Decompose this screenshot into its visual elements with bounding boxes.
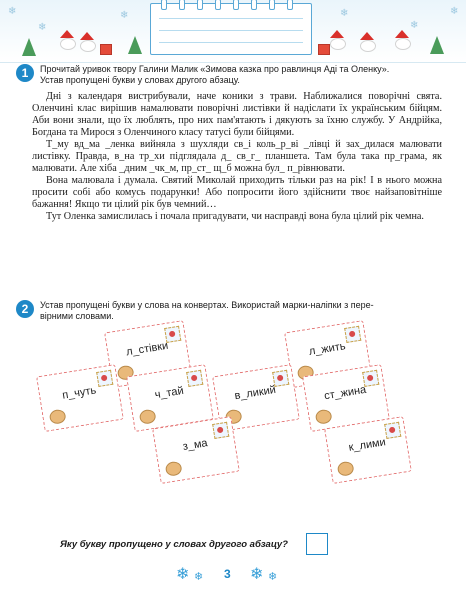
- snowflake-icon: ❄: [450, 6, 459, 17]
- envelope-word: ст_жина: [323, 383, 368, 403]
- snowflake-icon: ❄: [410, 20, 419, 31]
- snowflake-icon: ❄: [120, 10, 129, 21]
- envelope-word: л_жить: [308, 340, 347, 358]
- envelope: [324, 416, 412, 484]
- tree-icon: [22, 38, 36, 56]
- envelope-word: п_чуть: [61, 384, 97, 402]
- gift-icon: [100, 44, 112, 55]
- tree-icon: [128, 36, 142, 54]
- snowflake-icon: ❄: [340, 8, 349, 19]
- envelope: [36, 364, 124, 432]
- santa-icon: [80, 32, 94, 50]
- task-number-badge: 1: [16, 64, 34, 82]
- santa-icon: [330, 30, 344, 48]
- santa-icon: [360, 32, 374, 50]
- story-paragraph-1: Дні з календаря вистрибували, наче коники з трави. Наближалися поворічні свята. Оленчині клас вирішив намалювати поворічні листівки й надіслати їх українським бійцям. Аби вони знали, що їх люблять, про них пам'ятають і дякують за їхню службу. У Андрійка, Богдана та Мирося з Оленчиного класу татусі були бійцями.: [32, 91, 442, 138]
- task2-instruction: [40, 300, 450, 322]
- envelope: [152, 416, 240, 484]
- task-number-badge: 2: [16, 300, 34, 318]
- snowflake-icon: ❄: [176, 566, 190, 583]
- owl-picture-icon: [139, 409, 157, 425]
- page-number: 3: [224, 567, 231, 581]
- task1-instruction-line2: Устав пропущені букви у словах другого абзацу.: [40, 75, 240, 85]
- answer-box[interactable]: [306, 533, 328, 555]
- story-paragraph-3: Вона малювала і думала. Святий Миколай приходить тільки раз на рік! І в нього можна просити собі або комусь подарунки! Або попросити його здійснити твоє найзаповітніше бажання! Якщо ти цілий рік був чемний…: [32, 175, 442, 210]
- snowflake-icon: ❄: [8, 6, 17, 17]
- owl-picture-icon: [315, 409, 333, 425]
- question-text: Яку букву пропущено у словах другого абзацу?: [60, 539, 288, 550]
- owl-picture-icon: [337, 461, 355, 477]
- santa-icon: [60, 30, 74, 48]
- tree-icon: [430, 36, 444, 54]
- story-paragraph-2: Т_му вд_ма _ленка вийняла з шухляди св_і коль_р_ві _лівці й зах_дилася малювати листівку. Правда, в_на тр_хи підглядала д_ св_г_ планшета. Там була така пр_грама, як малювати. Але хіба _дним _чк_м, пр_ст_ щ_б можна бул_ п_рівнювати.: [32, 139, 442, 174]
- envelope-word: л_стівки: [125, 339, 170, 359]
- santa-icon: [395, 30, 409, 48]
- gift-icon: [318, 44, 330, 55]
- envelope-word: в_ликий: [233, 383, 277, 403]
- snowflake-icon: ❄: [250, 566, 264, 583]
- snowflake-icon: ❄: [38, 22, 47, 33]
- task1-instruction: [40, 64, 450, 86]
- owl-picture-icon: [165, 461, 183, 477]
- task1-instruction-line1: Прочитай уривок твору Галини Малик «Зимова казка про равлинця Аді та Оленку».: [40, 64, 390, 74]
- snowflake-icon: ❄: [268, 571, 278, 583]
- page-header-decoration: [0, 0, 466, 63]
- notepad-decoration: [150, 3, 312, 55]
- envelope-word: ч_тай: [153, 384, 185, 402]
- envelope-word: к_лими: [347, 436, 387, 454]
- task2-instruction-line1: Устав пропущені букви у слова на конвертах. Використай марки-наліпки з пере-: [40, 300, 374, 310]
- task2-instruction-line2: вірними словами.: [40, 311, 114, 321]
- snowflake-icon: ❄: [194, 571, 204, 583]
- story-excerpt: [32, 91, 442, 223]
- envelope-word: з_ма: [182, 437, 209, 453]
- owl-picture-icon: [49, 409, 67, 425]
- story-paragraph-4: Тут Оленка замислилась і почала пригадувати, чи насправді вона була цілий рік чемна.: [46, 211, 424, 222]
